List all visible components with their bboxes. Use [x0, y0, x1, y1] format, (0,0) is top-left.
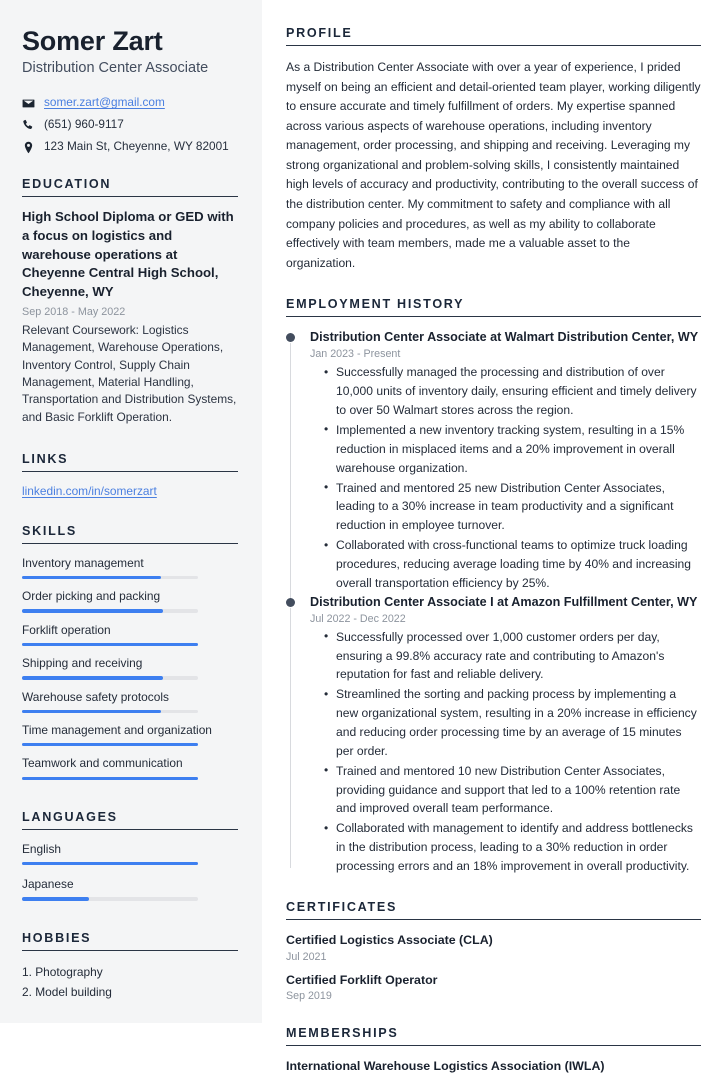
contact-phone [22, 117, 238, 133]
job-bullet: • Successfully managed the processing and distribution of over 10,000 units of inventory daily, ensuring efficient and timely delivery to over 50 Walmart stores across the region. [324, 363, 701, 420]
section-languages [22, 810, 238, 901]
skill-item [22, 689, 238, 713]
employment-list [286, 329, 701, 875]
progress-track [22, 897, 198, 900]
certificates-list [286, 932, 701, 1002]
progress-fill [22, 643, 198, 646]
progress-fill [22, 743, 198, 746]
job-bullet-list [310, 628, 701, 876]
progress-fill [22, 676, 163, 679]
certificate-title: Certified Forklift Operator [286, 972, 438, 987]
skill-item [22, 588, 238, 612]
progress-track [22, 643, 198, 646]
skill-item [22, 722, 238, 746]
progress-track [22, 862, 198, 865]
education-title: High School Diploma or GED with a focus on logistics and warehouse operations at Cheyenne Central High School, Cheyenne, WY [22, 209, 234, 300]
map-pin-icon [22, 141, 35, 154]
skill-label: Order picking and packing [22, 589, 161, 604]
section-links [22, 452, 238, 500]
section-certificates [286, 900, 701, 1002]
timeline-dot-icon [286, 333, 295, 342]
certificate-entry [286, 972, 701, 1003]
progress-track [22, 609, 198, 612]
job-date: Jul 2022 - Dec 2022 [310, 612, 406, 625]
employment-entry [286, 329, 701, 592]
main-content [262, 0, 724, 1074]
section-hobbies [22, 931, 238, 1002]
job-bullet: • Implemented a new inventory tracking system, resulting in a 15% reduction in misplaced items and a 20% improvement in overall warehouse organization. [324, 421, 701, 478]
skill-label: Forklift operation [22, 622, 111, 637]
timeline-dot-icon [286, 598, 295, 607]
link-linkedin[interactable]: linkedin.com/in/somerzart [22, 484, 157, 499]
language-label: Japanese [22, 877, 74, 892]
progress-fill [22, 576, 161, 579]
skill-label: Warehouse safety protocols [22, 689, 169, 704]
job-title: Distribution Center Associate at Walmart Distribution Center, WY [310, 330, 699, 345]
contact-email-text[interactable]: somer.zart@gmail.com [44, 95, 165, 110]
certificate-date: Sep 2019 [286, 990, 332, 1003]
job-bullet: • Trained and mentored 25 new Distribution Center Associates, leading to a 30% increase in team productivity and a significant reduction in employee turnover. [324, 479, 701, 536]
contact-phone-text: (651) 960-9117 [44, 117, 124, 132]
job-title: Distribution Center Associate I at Amazon Fulfillment Center, WY [310, 594, 698, 609]
list-item: 2. Model building [22, 984, 112, 999]
progress-fill [22, 710, 161, 713]
candidate-name: Somer Zart [22, 26, 163, 56]
section-skills [22, 524, 238, 780]
skills-list [22, 555, 238, 780]
profile-heading: PROFILE [286, 26, 701, 46]
sidebar [0, 0, 262, 1023]
links-heading: LINKS [22, 452, 238, 472]
hobbies-list [22, 962, 238, 1002]
progress-track [22, 710, 198, 713]
job-bullet: • Trained and mentored 10 new Distribution Center Associates, providing guidance and support that led to a 100% retention rate and improved overall team performance. [324, 762, 701, 819]
contact-address [22, 139, 238, 155]
job-date: Jan 2023 - Present [310, 348, 401, 361]
list-item[interactable] [22, 483, 238, 500]
education-heading: EDUCATION [22, 177, 238, 197]
list-item: 1. Photography [22, 964, 103, 979]
job-bullet: • Collaborated with management to identify and address bottlenecks in the distribution process, leading to a 30% reduction in order processing errors and an 18% improvement in overall productivity. [324, 819, 701, 876]
candidate-job-title: Distribution Center Associate [22, 60, 209, 77]
progress-track [22, 576, 198, 579]
progress-fill [22, 862, 198, 865]
phone-icon [22, 119, 35, 132]
certificates-heading: CERTIFICATES [286, 900, 701, 920]
language-item [22, 841, 238, 865]
progress-fill [22, 897, 89, 900]
section-education [22, 177, 238, 426]
membership-title: International Warehouse Logistics Association (IWLA) [286, 1059, 605, 1074]
job-bullet-list [310, 363, 701, 592]
section-employment-history [286, 297, 701, 875]
section-profile [286, 26, 701, 273]
skill-label: Shipping and receiving [22, 656, 143, 671]
skill-item [22, 555, 238, 579]
progress-track [22, 777, 198, 780]
employment-entry [286, 594, 701, 876]
certificate-date: Jul 2021 [286, 950, 327, 963]
progress-fill [22, 609, 163, 612]
section-memberships [286, 1026, 701, 1075]
skill-item [22, 622, 238, 646]
education-date: Sep 2018 - May 2022 [22, 305, 126, 318]
progress-track [22, 676, 198, 679]
contact-email[interactable] [22, 95, 238, 111]
progress-track [22, 743, 198, 746]
profile-text: As a Distribution Center Associate with over a year of experience, I prided myself on being an efficient and detail-oriented team player, working diligently to ensure accurate and timely fulfillment of orders. My expertise spanned across various aspects of warehouse operations, including inventory management, order processing, and shipping and receiving. Leveraging my strong organizational and problem-solving skills, I consistently maintained high levels of accuracy and productivity, contributing to the overall success of the distribution center. My commitment to safety and compliance with all company policies and procedures, as well as my ability to collaborate effectively with team members, made me a valuable asset to the organization. [286, 60, 701, 270]
language-label: English [22, 841, 61, 856]
job-bullet: • Streamlined the sorting and packing process by implementing a new organizational system, resulting in a 20% increase in efficiency and reducing order processing time by an average of 15 minutes per order. [324, 685, 701, 760]
progress-fill [22, 777, 198, 780]
job-bullet: • Successfully processed over 1,000 customer orders per day, ensuring a 99.8% accuracy rate and contributing to Amazon's reputation for fast and reliable delivery. [324, 628, 701, 685]
memberships-list [286, 1058, 701, 1075]
hobbies-heading: HOBBIES [22, 931, 238, 951]
certificate-title: Certified Logistics Associate (CLA) [286, 932, 493, 947]
language-item [22, 876, 238, 900]
skill-label: Teamwork and communication [22, 756, 183, 771]
skill-label: Inventory management [22, 555, 144, 570]
envelope-icon [22, 97, 35, 110]
languages-heading: LANGUAGES [22, 810, 238, 830]
skills-heading: SKILLS [22, 524, 238, 544]
skill-label: Time management and organization [22, 723, 212, 737]
timeline-line [290, 608, 291, 868]
contact-address-text: 123 Main St, Cheyenne, WY 82001 [44, 139, 229, 154]
contact-list [22, 95, 238, 155]
timeline-line [290, 343, 291, 598]
employment-heading: EMPLOYMENT HISTORY [286, 297, 701, 317]
skill-item [22, 655, 238, 679]
skill-item [22, 755, 238, 779]
certificate-entry [286, 932, 701, 963]
languages-list [22, 841, 238, 901]
job-bullet: • Collaborated with cross-functional teams to optimize truck loading procedures, reducing average loading time by 40% and increasing overall transportation efficiency by 25%. [324, 536, 701, 593]
education-description: Relevant Coursework: Logistics Management, Warehouse Operations, Inventory Control, Supply Chain Management, Material Handling, Transportation and Distribution Systems, and Basic Forklift Operation. [22, 322, 237, 424]
memberships-heading: MEMBERSHIPS [286, 1026, 701, 1046]
